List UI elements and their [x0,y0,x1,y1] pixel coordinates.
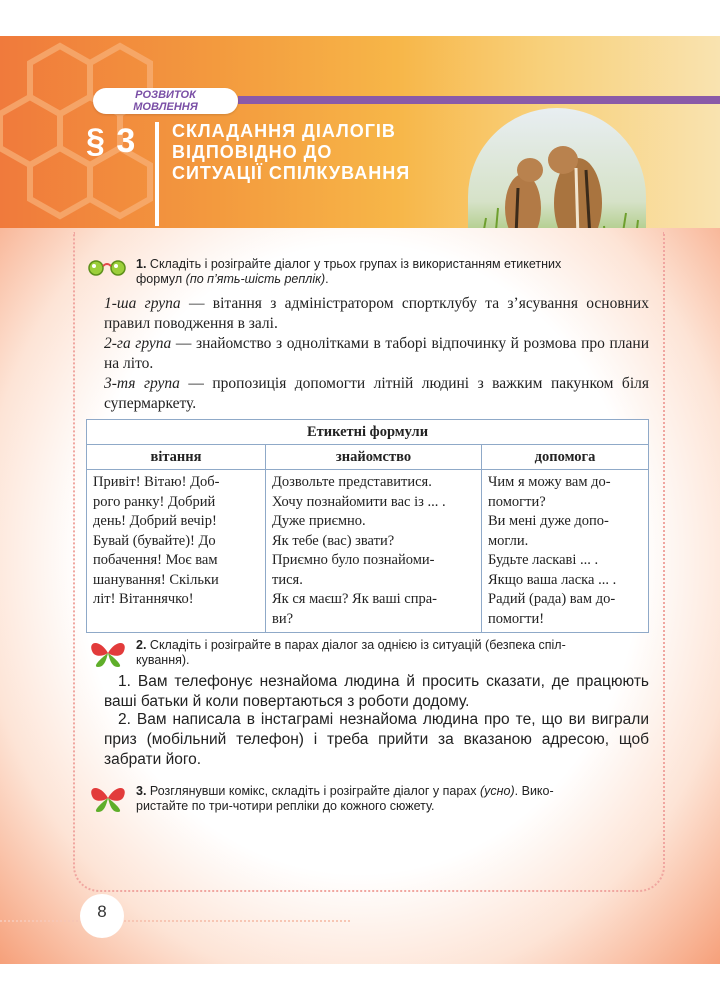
cell-line: Хочу познайомити вас із ... . [272,493,446,510]
task1-line2-post: . [325,272,329,286]
header-rule [238,96,720,104]
task1-line2-pre: формул [136,272,186,286]
cell-line: Як тебе (вас) звати? [272,532,395,549]
cell-line: день! Добрий вечір! [93,513,217,529]
page-number: 8 [97,902,107,921]
group-3-text: — пропозиція допомогти літній людині з важким пакунком біля супермаркету. [104,375,649,412]
task3-line2: ристайте по три-чотири репліки до кожного сюжету. [136,799,435,813]
cell-line: Бувай (бувайте)! До [93,532,216,549]
etiquette-table [86,419,649,633]
cell-line: ви? [272,610,294,627]
cell-line: рого ранку! Добрий [93,493,216,510]
footer-dots [0,920,350,922]
cell-line: могли. [488,532,529,549]
group-3-lead: 3-тя група [104,375,180,392]
group-2-lead: 2-га група [104,335,172,352]
cell-line: Дуже приємно. [272,513,366,529]
cell-line: Приємно було познайоми- [272,552,435,568]
lesson-title [172,121,410,184]
situation-1: 1. Вам телефонує незнайома людина й просить сказати, де працюють ваші батьки й коли повертаються з роботи додому. [104,673,649,710]
chipmunks-photo [468,108,646,228]
group-3 [104,374,649,414]
cell-line: шанування! Скільки [93,571,219,588]
table-header-help: допомога [482,445,649,470]
topic-badge [93,88,238,114]
title-line-1: СКЛАДАННЯ ДІАЛОГІВ [172,121,396,141]
task3-line1-pre: Розглянувши комікс, складіть і розіграйте діалог у парах [149,784,480,798]
cell-line: помогти? [488,493,546,510]
table-cell-greeting [87,470,266,633]
cell-line: помогти! [488,610,545,627]
task1-line2-italic: (по п’ять-шість реплік) [185,272,326,286]
group-1-text: — вітання з адміністратором спортклубу та з’ясування основних правил поводження в залі. [104,295,649,332]
table-cell-help [482,470,649,633]
table-header-acquaintance: знайомство [266,445,482,470]
group-2 [104,334,649,374]
table-caption: Етикетні формули [87,420,649,445]
table-header-greeting: вітання [87,445,266,470]
task2-number: 2. [136,638,147,652]
topic-line2: МОВЛЕННЯ [133,101,198,113]
task3-line1-italic: (усно) [480,784,515,798]
cell-line: Привіт! Вітаю! Доб- [93,474,220,490]
situation-2: 2. Вам написала в інстаграмі незнайома людина про те, що ви виграли приз (мобільний телефон) і треба прийти за вказаною адресою, щоб забрати його. [104,711,649,768]
bottom-margin [0,964,720,1000]
group-1 [104,294,649,334]
task3-line1-post: . Вико- [514,784,554,798]
task1-text [136,257,561,287]
cell-line: Якщо ваша ласка ... . [488,571,617,588]
cell-line: тися. [272,571,303,588]
group-1-lead: 1-ша група [104,295,181,312]
task1-line1: Складіть і розіграйте діалог у трьох групах із використанням етикетних [149,257,562,271]
butterfly-icon [86,782,130,814]
cell-line: Дозвольте представитися. [272,474,432,490]
title-line-3: СИТУАЦІЇ СПІЛКУВАННЯ [172,163,411,183]
task2-line2: кування). [136,653,190,667]
top-margin [0,0,720,36]
cell-line: побачення! Моє вам [93,552,218,568]
topic-line1: РОЗВИТОК [135,89,196,101]
cell-line: Як ся маєш? Як ваші спра- [272,591,437,607]
cell-line: Радий (рада) вам до- [488,591,616,607]
group-2-text: — знайомство з однолітками в таборі відпочинку й розмова про плани на літо. [104,335,650,372]
title-line-2: ВІДПОВІДНО ДО [172,142,333,162]
paragraph-number: § 3 [86,122,137,160]
glasses-icon [86,256,130,276]
cell-line: Ви мені дуже допо- [488,513,609,529]
cell-line: Чим я можу вам до- [488,474,611,490]
butterfly-icon [86,637,130,669]
table-cell-acquaintance [266,470,482,633]
task2-line1: Складіть і розіграйте в парах діалог за однією із ситуацій (безпека спіл- [149,638,566,652]
cell-line: літ! Вітаннячко! [93,591,194,607]
lesson-header [0,36,720,228]
task3-text [136,784,554,814]
task1-number: 1. [136,257,147,271]
task2-text [136,638,566,668]
title-divider [155,122,159,226]
task3-number: 3. [136,784,147,798]
cell-line: Будьте ласкаві ... . [488,552,599,568]
